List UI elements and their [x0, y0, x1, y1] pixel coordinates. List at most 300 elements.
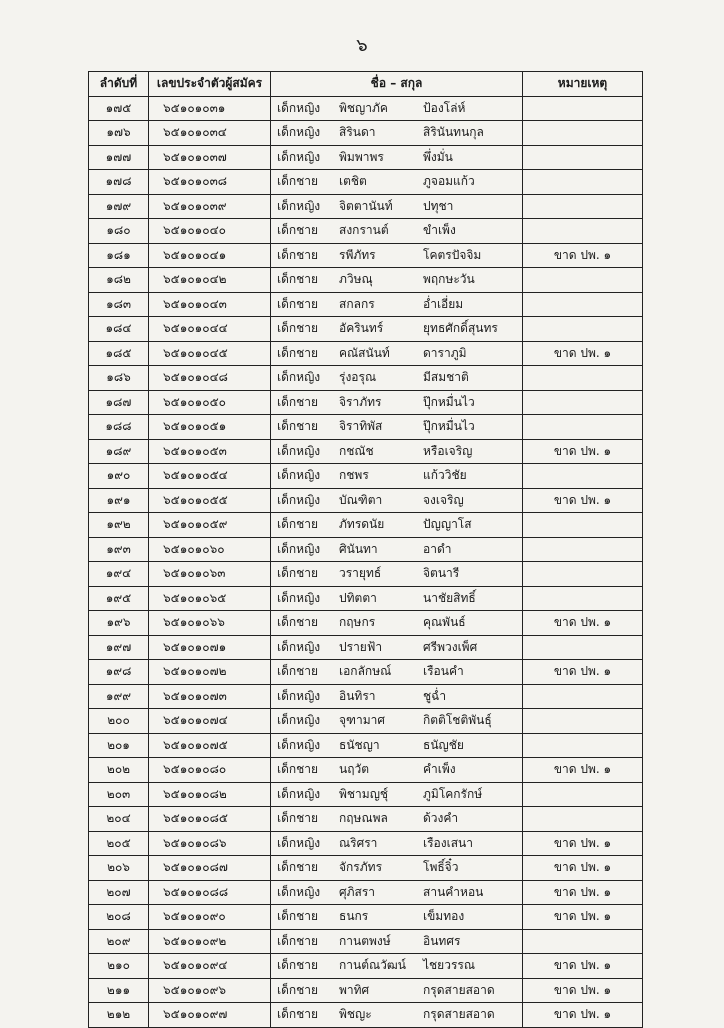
row-remark: ขาด ปพ. ๑: [523, 488, 643, 513]
row-remark: [523, 537, 643, 562]
last-name: จงเจริญ: [423, 492, 464, 507]
name-prefix: เด็กหญิง: [277, 713, 321, 728]
name-prefix: เด็กหญิง: [277, 590, 321, 605]
table-row: [89, 488, 643, 513]
name-prefix: เด็กชาย: [277, 566, 319, 581]
row-name: [271, 782, 523, 807]
last-name: หรือเจริญ: [423, 443, 473, 458]
first-name: กานต์ณวัฒน์: [339, 958, 406, 973]
row-order: ๑๘๖: [89, 366, 149, 391]
row-remark: ขาด ปพ. ๑: [523, 978, 643, 1003]
row-remark: [523, 366, 643, 391]
table-row: [89, 709, 643, 734]
row-order: ๑๘๒: [89, 268, 149, 293]
row-order: ๑๙๔: [89, 562, 149, 587]
row-name: [271, 121, 523, 146]
name-prefix: เด็กชาย: [277, 345, 319, 360]
row-application-id: ๖๕๑๐๑๐๘๐: [149, 758, 271, 783]
name-prefix: เด็กชาย: [277, 296, 319, 311]
table-row: [89, 782, 643, 807]
row-application-id: ๖๕๑๐๑๐๘๗: [149, 856, 271, 881]
first-name: ธนกร: [339, 909, 369, 924]
first-name: ปทิตตา: [339, 590, 377, 605]
table-row: [89, 856, 643, 881]
last-name: จิตนารี: [423, 566, 460, 581]
table-body: [89, 96, 643, 1027]
first-name: พิชามญชุ์: [339, 786, 389, 801]
last-name: ภูมิโคกรักษ์: [423, 786, 483, 801]
row-order: ๒๐๔: [89, 807, 149, 832]
row-application-id: ๖๕๑๐๑๐๕๔: [149, 464, 271, 489]
row-remark: ขาด ปพ. ๑: [523, 856, 643, 881]
row-order: ๑๙๕: [89, 586, 149, 611]
row-remark: [523, 464, 643, 489]
name-prefix: เด็กหญิง: [277, 198, 321, 213]
table-row: [89, 635, 643, 660]
row-name: [271, 684, 523, 709]
first-name: จิตตานันท์: [339, 198, 393, 213]
last-name: ปุ๊กหมื่นไว: [423, 419, 475, 434]
row-application-id: ๖๕๑๐๑๐๖๓: [149, 562, 271, 587]
table-row: [89, 758, 643, 783]
name-prefix: เด็กหญิง: [277, 639, 321, 654]
row-name: [271, 194, 523, 219]
row-order: ๒๐๒: [89, 758, 149, 783]
row-application-id: ๖๕๑๐๑๐๙๒: [149, 929, 271, 954]
name-prefix: เด็กหญิง: [277, 100, 321, 115]
first-name: กชณัช: [339, 443, 374, 458]
last-name: ภูจอมแก้ว: [423, 174, 475, 189]
last-name: มีสมชาติ: [423, 370, 469, 385]
table-row: [89, 268, 643, 293]
name-prefix: เด็กชาย: [277, 272, 319, 287]
table-row: [89, 415, 643, 440]
row-order: ๒๐๖: [89, 856, 149, 881]
row-application-id: ๖๕๑๐๑๐๖๐: [149, 537, 271, 562]
last-name: ด้วงคำ: [423, 811, 459, 826]
last-name: อินทศร: [423, 933, 461, 948]
row-name: [271, 268, 523, 293]
row-remark: ขาด ปพ. ๑: [523, 439, 643, 464]
row-order: ๑๘๐: [89, 219, 149, 244]
first-name: กานตพงษ์: [339, 933, 391, 948]
row-name: [271, 317, 523, 342]
row-remark: ขาด ปพ. ๑: [523, 1003, 643, 1028]
name-prefix: เด็กชาย: [277, 1007, 319, 1022]
last-name: ปทุชา: [423, 198, 454, 213]
row-name: [271, 243, 523, 268]
first-name: กชพร: [339, 468, 369, 483]
name-prefix: เด็กหญิง: [277, 370, 321, 385]
table-row: [89, 317, 643, 342]
row-remark: ขาด ปพ. ๑: [523, 880, 643, 905]
row-remark: [523, 96, 643, 121]
row-name: [271, 586, 523, 611]
row-application-id: ๖๕๑๐๑๐๗๑: [149, 635, 271, 660]
row-name: [271, 978, 523, 1003]
name-prefix: เด็กชาย: [277, 909, 319, 924]
row-remark: [523, 219, 643, 244]
table-row: [89, 807, 643, 832]
last-name: โคตรปัจจิม: [423, 247, 482, 262]
last-name: ไชยวรรณ: [423, 958, 475, 973]
row-application-id: ๖๕๑๐๑๐๗๕: [149, 733, 271, 758]
first-name: คณัสนันท์: [339, 345, 390, 360]
row-order: ๑๗๙: [89, 194, 149, 219]
last-name: ขำเพ็ง: [423, 223, 456, 238]
last-name: เข็มทอง: [423, 909, 465, 924]
row-application-id: ๖๕๑๐๑๐๕๙: [149, 513, 271, 538]
first-name: สงกรานต์: [339, 223, 389, 238]
row-order: ๑๗๕: [89, 96, 149, 121]
row-application-id: ๖๕๑๐๑๐๓๗: [149, 145, 271, 170]
row-name: [271, 929, 523, 954]
first-name: รุ่งอรุณ: [339, 370, 377, 385]
row-application-id: ๖๕๑๐๑๐๓๔: [149, 121, 271, 146]
row-order: ๒๐๓: [89, 782, 149, 807]
table-header-row: [89, 72, 643, 97]
row-order: ๑๙๑: [89, 488, 149, 513]
first-name: อินทิรา: [339, 688, 376, 703]
row-order: ๑๘๔: [89, 317, 149, 342]
table-row: [89, 366, 643, 391]
first-name: ศุภิสรา: [339, 884, 376, 899]
row-remark: [523, 684, 643, 709]
row-remark: [523, 145, 643, 170]
row-order: ๑๘๘: [89, 415, 149, 440]
row-order: ๑๘๙: [89, 439, 149, 464]
first-name: จิราภัทร: [339, 394, 382, 409]
last-name: อาดำ: [423, 541, 452, 556]
first-name: ธนัชญา: [339, 737, 380, 752]
first-name: พิชญะ: [339, 1007, 372, 1022]
first-name: กฤษณพล: [339, 811, 388, 826]
last-name: ดาราภูมิ: [423, 345, 467, 360]
row-name: [271, 856, 523, 881]
row-order: ๒๐๗: [89, 880, 149, 905]
row-order: ๒๐๘: [89, 905, 149, 930]
row-order: ๑๙๐: [89, 464, 149, 489]
row-remark: [523, 562, 643, 587]
last-name: ชูฉ่ำ: [423, 688, 447, 703]
row-name: [271, 390, 523, 415]
last-name: ธนัญชัย: [423, 737, 464, 752]
table-row: [89, 439, 643, 464]
name-prefix: เด็กชาย: [277, 664, 319, 679]
row-order: ๑๙๗: [89, 635, 149, 660]
page-number: ๖: [356, 35, 368, 56]
row-name: [271, 219, 523, 244]
name-prefix: เด็กชาย: [277, 321, 319, 336]
table-row: [89, 390, 643, 415]
name-prefix: เด็กชาย: [277, 223, 319, 238]
last-name: ป้องโล่ห์: [423, 100, 466, 115]
first-name: นฤวัต: [339, 762, 369, 777]
row-remark: [523, 194, 643, 219]
row-name: [271, 611, 523, 636]
name-prefix: เด็กหญิง: [277, 492, 321, 507]
table-row: [89, 880, 643, 905]
row-application-id: ๖๕๑๐๑๐๙๖: [149, 978, 271, 1003]
row-order: ๑๙๘: [89, 660, 149, 685]
table-row: [89, 219, 643, 244]
row-application-id: ๖๕๑๐๑๐๔๓: [149, 292, 271, 317]
row-name: [271, 954, 523, 979]
name-prefix: เด็กหญิง: [277, 884, 321, 899]
table-row: [89, 684, 643, 709]
header-name: ชื่อ – สกุล: [271, 72, 523, 97]
last-name: คำเพ็ง: [423, 762, 456, 777]
first-name: ศินันทา: [339, 541, 378, 556]
name-prefix: เด็กหญิง: [277, 835, 321, 850]
row-remark: [523, 929, 643, 954]
table-row: [89, 733, 643, 758]
name-prefix: เด็กชาย: [277, 419, 319, 434]
row-order: ๑๘๑: [89, 243, 149, 268]
row-order: ๒๐๑: [89, 733, 149, 758]
row-remark: [523, 317, 643, 342]
row-application-id: ๖๕๑๐๑๐๗๔: [149, 709, 271, 734]
row-remark: ขาด ปพ. ๑: [523, 831, 643, 856]
row-application-id: ๖๕๑๐๑๐๗๒: [149, 660, 271, 685]
row-remark: [523, 170, 643, 195]
row-order: ๒๐๙: [89, 929, 149, 954]
row-name: [271, 96, 523, 121]
row-name: [271, 635, 523, 660]
row-remark: ขาด ปพ. ๑: [523, 243, 643, 268]
last-name: กรุดสายสอาด: [423, 982, 495, 997]
header-remark: หมายเหตุ: [523, 72, 643, 97]
first-name: จุฑามาศ: [339, 713, 385, 728]
name-prefix: เด็กชาย: [277, 247, 319, 262]
row-application-id: ๖๕๑๐๑๐๙๔: [149, 954, 271, 979]
last-name: แก้ววิชัย: [423, 468, 467, 483]
table-row: [89, 905, 643, 930]
row-remark: [523, 415, 643, 440]
row-order: ๒๑๑: [89, 978, 149, 1003]
row-order: ๒๐๐: [89, 709, 149, 734]
row-order: ๑๗๗: [89, 145, 149, 170]
row-order: ๑๗๖: [89, 121, 149, 146]
row-application-id: ๖๕๑๐๑๐๙๐: [149, 905, 271, 930]
name-prefix: เด็กหญิง: [277, 149, 321, 164]
row-order: ๑๙๙: [89, 684, 149, 709]
row-name: [271, 341, 523, 366]
last-name: เรืองเสนา: [423, 835, 473, 850]
table-row: [89, 464, 643, 489]
row-application-id: ๖๕๑๐๑๐๙๗: [149, 1003, 271, 1028]
last-name: คุณพันธ์: [423, 615, 466, 630]
last-name: สิรินันทนกุล: [423, 125, 484, 140]
row-name: [271, 439, 523, 464]
row-remark: [523, 292, 643, 317]
row-name: [271, 145, 523, 170]
row-remark: [523, 268, 643, 293]
name-prefix: เด็กหญิง: [277, 541, 321, 556]
row-remark: [523, 709, 643, 734]
name-prefix: เด็กหญิง: [277, 468, 321, 483]
row-application-id: ๖๕๑๐๑๐๘๘: [149, 880, 271, 905]
name-prefix: เด็กหญิง: [277, 737, 321, 752]
row-name: [271, 1003, 523, 1028]
name-prefix: เด็กชาย: [277, 811, 319, 826]
row-remark: [523, 513, 643, 538]
name-prefix: เด็กชาย: [277, 982, 319, 997]
table-row: [89, 978, 643, 1003]
name-prefix: เด็กชาย: [277, 762, 319, 777]
name-prefix: เด็กหญิง: [277, 443, 321, 458]
row-name: [271, 513, 523, 538]
table-row: [89, 121, 643, 146]
table-row: [89, 341, 643, 366]
name-prefix: เด็กชาย: [277, 958, 319, 973]
last-name: นาชัยสิทธิ์: [423, 590, 476, 605]
last-name: กิตติโชติพันธุ์: [423, 713, 492, 728]
row-application-id: ๖๕๑๐๑๐๘๕: [149, 807, 271, 832]
row-application-id: ๖๕๑๐๑๐๕๐: [149, 390, 271, 415]
last-name: ศรีพวงเพ็ศ: [423, 639, 478, 654]
first-name: ภัทรดนัย: [339, 517, 385, 532]
row-application-id: ๖๕๑๐๑๐๕๕: [149, 488, 271, 513]
table-row: [89, 831, 643, 856]
row-name: [271, 807, 523, 832]
first-name: อัครินทร์: [339, 321, 384, 336]
name-prefix: เด็กชาย: [277, 615, 319, 630]
table-row: [89, 243, 643, 268]
row-remark: [523, 635, 643, 660]
row-application-id: ๖๕๑๐๑๐๓๙: [149, 194, 271, 219]
row-application-id: ๖๕๑๐๑๐๖๖: [149, 611, 271, 636]
first-name: ภวิษณุ: [339, 272, 373, 287]
name-prefix: เด็กชาย: [277, 860, 319, 875]
row-name: [271, 831, 523, 856]
row-name: [271, 366, 523, 391]
row-remark: [523, 121, 643, 146]
row-name: [271, 415, 523, 440]
table-row: [89, 513, 643, 538]
row-name: [271, 170, 523, 195]
name-prefix: เด็กชาย: [277, 517, 319, 532]
last-name: สานคำหอน: [423, 884, 484, 899]
row-name: [271, 880, 523, 905]
row-application-id: ๖๕๑๐๑๐๘๒: [149, 782, 271, 807]
table-row: [89, 292, 643, 317]
name-prefix: เด็กชาย: [277, 933, 319, 948]
row-order: ๑๗๘: [89, 170, 149, 195]
last-name: ปัญญาโส: [423, 517, 472, 532]
row-name: [271, 464, 523, 489]
last-name: ปุ๊กหมื่นไว: [423, 394, 475, 409]
row-remark: [523, 807, 643, 832]
table-row: [89, 96, 643, 121]
row-application-id: ๖๕๑๐๑๐๓๘: [149, 170, 271, 195]
first-name: กฤษกร: [339, 615, 376, 630]
row-order: ๒๑๐: [89, 954, 149, 979]
row-application-id: ๖๕๑๐๑๐๔๔: [149, 317, 271, 342]
row-application-id: ๖๕๑๐๑๐๔๒: [149, 268, 271, 293]
first-name: เอกลักษณ์: [339, 664, 392, 679]
row-name: [271, 537, 523, 562]
first-name: จิราทิพัส: [339, 419, 383, 434]
row-name: [271, 292, 523, 317]
row-remark: [523, 733, 643, 758]
table-row: [89, 145, 643, 170]
first-name: พิมพาพร: [339, 149, 384, 164]
row-order: ๑๙๒: [89, 513, 149, 538]
row-remark: [523, 782, 643, 807]
first-name: สิรินดา: [339, 125, 376, 140]
row-name: [271, 660, 523, 685]
row-remark: ขาด ปพ. ๑: [523, 341, 643, 366]
row-application-id: ๖๕๑๐๑๐๔๑: [149, 243, 271, 268]
name-prefix: เด็กชาย: [277, 174, 319, 189]
first-name: บัณฑิตา: [339, 492, 383, 507]
row-application-id: ๖๕๑๐๑๐๔๘: [149, 366, 271, 391]
last-name: ยุทธศักดิ์สุนทร: [423, 321, 498, 336]
first-name: พิชญาภัค: [339, 100, 388, 115]
name-prefix: เด็กหญิง: [277, 786, 321, 801]
row-application-id: ๖๕๑๐๑๐๕๑: [149, 415, 271, 440]
row-order: ๑๘๗: [89, 390, 149, 415]
last-name: เรือนคำ: [423, 664, 464, 679]
row-application-id: ๖๕๑๐๑๐๘๖: [149, 831, 271, 856]
applicant-table: [88, 71, 643, 1028]
row-application-id: ๖๕๑๐๑๐๔๐: [149, 219, 271, 244]
table-row: [89, 586, 643, 611]
table-row: [89, 537, 643, 562]
header-application-id: เลขประจำตัวผู้สมัคร: [149, 72, 271, 97]
row-name: [271, 758, 523, 783]
table-row: [89, 660, 643, 685]
table-row: [89, 954, 643, 979]
first-name: พาทิศ: [339, 982, 370, 997]
last-name: พึ่งมั่น: [423, 149, 453, 164]
name-prefix: เด็กชาย: [277, 394, 319, 409]
row-application-id: ๖๕๑๐๑๐๖๕: [149, 586, 271, 611]
name-prefix: เด็กหญิง: [277, 688, 321, 703]
first-name: ปรายฟ้า: [339, 639, 383, 654]
last-name: อ่ำเอี่ยม: [423, 296, 464, 311]
row-order: ๑๙๓: [89, 537, 149, 562]
row-remark: [523, 586, 643, 611]
first-name: เตชิต: [339, 174, 367, 189]
first-name: ณริศรา: [339, 835, 378, 850]
table-row: [89, 611, 643, 636]
row-name: [271, 733, 523, 758]
last-name: พฤกษะวัน: [423, 272, 475, 287]
header-order: ลำดับที่: [89, 72, 149, 97]
first-name: จักรภัทร: [339, 860, 383, 875]
row-application-id: ๖๕๑๐๑๐๔๕: [149, 341, 271, 366]
first-name: รพีภัทร: [339, 247, 376, 262]
table-row: [89, 170, 643, 195]
first-name: วรายุทธ์: [339, 566, 382, 581]
table-row: [89, 194, 643, 219]
last-name: กรุดสายสอาด: [423, 1007, 495, 1022]
row-name: [271, 905, 523, 930]
row-order: ๑๙๖: [89, 611, 149, 636]
row-name: [271, 488, 523, 513]
row-remark: ขาด ปพ. ๑: [523, 905, 643, 930]
row-name: [271, 709, 523, 734]
row-application-id: ๖๕๑๐๑๐๓๑: [149, 96, 271, 121]
row-order: ๑๘๓: [89, 292, 149, 317]
table-row: [89, 1003, 643, 1028]
first-name: สกลกร: [339, 296, 375, 311]
row-name: [271, 562, 523, 587]
name-prefix: เด็กหญิง: [277, 125, 321, 140]
row-application-id: ๖๕๑๐๑๐๕๓: [149, 439, 271, 464]
